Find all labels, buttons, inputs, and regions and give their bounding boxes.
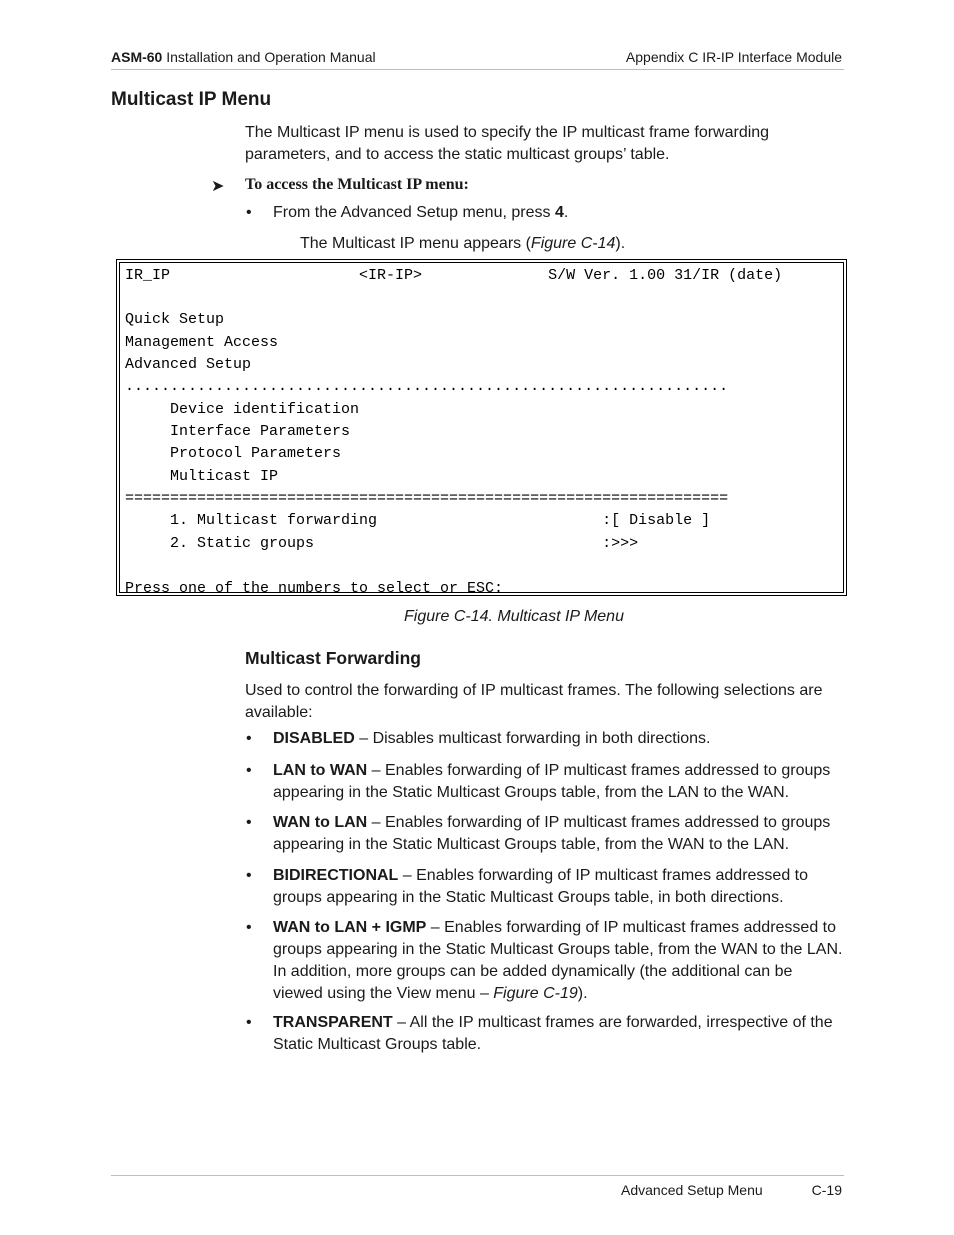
subsection-title: Multicast Forwarding [245,648,421,668]
section-intro: The Multicast IP menu is used to specify the IP multicast frame forwarding parameters, and to access the static multicast groups’ table. [245,124,770,163]
terminal-line: Management Access [125,334,279,351]
footer-rule [111,1175,844,1176]
list-item: WAN to LAN + IGMP – Enables forwarding of IP multicast frames addressed to groups appearing in the Static Multicast Groups table, from the WAN to the LAN. In addition, more groups can be added dynamically (the additional can be viewed using the View menu – Figure C-19). [273,919,843,1002]
list-item: DISABLED – Disables multicast forwarding in both directions. [273,730,711,747]
header-rule [111,69,844,70]
terminal-divider-double: =================================================================== [125,490,729,507]
bullet-icon: • [246,919,252,936]
running-header-section: Appendix C IR-IP Interface Module [625,49,842,65]
terminal-prompt: Press one of the numbers to select or ESC: [125,580,504,597]
procedure-arrow-icon: ➤ [211,178,225,195]
section-title: Multicast IP Menu [111,89,272,110]
list-item: TRANSPARENT – All the IP multicast frames are forwarded, irrespective of the Static Multicast Groups table. [273,1014,833,1053]
bullet-icon: • [246,1014,252,1031]
bullet-icon: • [246,204,252,221]
procedure-step: From the Advanced Setup menu, press 4. [273,204,569,221]
terminal-line: Interface Parameters [125,423,351,440]
terminal-menu-option: 2. Static groups :>>> [125,535,639,552]
terminal-inner-frame [119,262,844,597]
bullet-icon: • [246,814,252,831]
procedure-result: The Multicast IP menu appears (Figure C-14). [300,235,626,252]
running-header-title: ASM-60 Installation and Operation Manual [111,49,376,65]
list-item: WAN to LAN – Enables forwarding of IP multicast frames addressed to groups appearing in the Static Multicast Groups table, from the WAN to the LAN. [273,814,831,853]
figure-caption: Figure C-14. Multicast IP Menu [404,608,624,625]
bullet-icon: • [246,762,252,779]
terminal-divider-dotted: ................................................................... [125,378,729,395]
terminal-line: IR_IP <IR-IP> S/W Ver. 1.00 31/IR (date) [125,267,783,284]
terminal-screen [116,259,847,596]
list-item: BIDIRECTIONAL – Enables forwarding of IP multicast frames addressed to groups appearing in the Static Multicast Groups table, in both directions. [273,867,809,906]
bullet-icon: • [246,867,252,884]
terminal-line: Device identification [125,401,360,418]
terminal-menu-option: 1. Multicast forwarding :[ Disable ] [125,512,711,529]
running-footer-section: Advanced Setup Menu [621,1182,763,1198]
terminal-line: Quick Setup [125,311,225,328]
subsection-intro: Used to control the forwarding of IP multicast frames. The following selections are available: [245,682,823,721]
list-item: LAN to WAN – Enables forwarding of IP multicast frames addressed to groups appearing in the Static Multicast Groups table, from the LAN to the WAN. [273,762,831,801]
terminal-line: Advanced Setup [125,356,252,373]
procedure-title: To access the Multicast IP menu: [245,176,469,193]
terminal-line: Protocol Parameters [125,445,342,462]
page-number: C-19 [811,1182,842,1198]
terminal-line: Multicast IP [125,468,279,485]
bullet-icon: • [246,730,252,747]
